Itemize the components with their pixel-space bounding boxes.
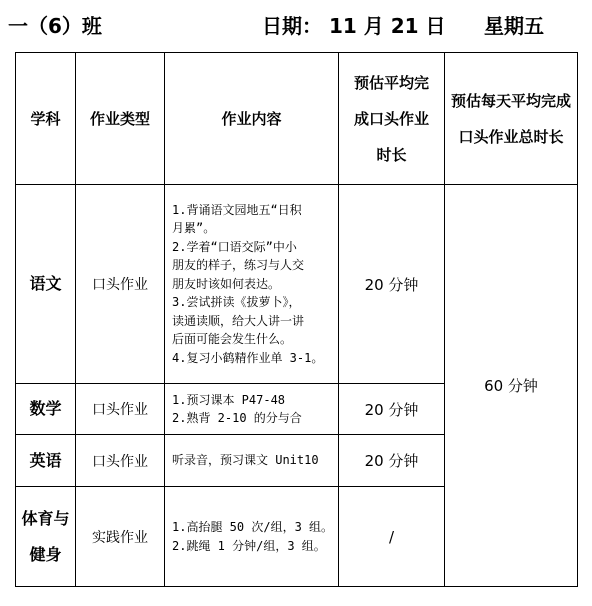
type-cell: 口头作业 xyxy=(76,384,165,435)
content-line: 听录音，预习课文 Unit10 xyxy=(172,453,319,468)
content-line: 月累”。 xyxy=(172,221,216,236)
content-cell xyxy=(165,487,339,587)
content-line: 2.熟背 2-10 的分与合 xyxy=(172,411,302,425)
content-cell xyxy=(165,384,339,435)
subject-cell: 数学 xyxy=(16,384,76,435)
duration-cell: / xyxy=(339,487,445,587)
header-daily-total-line-1: 预估每天平均完成 xyxy=(450,91,571,110)
content-line: 3.尝试拼读《拔萝卜》， xyxy=(172,295,301,310)
subject-line: 健身 xyxy=(29,544,62,564)
weekday-label: 星期五 xyxy=(484,14,544,38)
header-daily-total-line-2: 口头作业总时长 xyxy=(458,127,564,146)
type-cell: 口头作业 xyxy=(76,435,165,487)
subject-cell: 语文 xyxy=(16,185,76,384)
header-subject: 学科 xyxy=(16,53,76,185)
subject-line: 体育与 xyxy=(21,508,70,528)
content-line: 4.复习小鹤精作业单 3-1。 xyxy=(172,350,324,365)
content-cell xyxy=(165,435,339,487)
header-content: 作业内容 xyxy=(165,53,339,185)
daily-total-cell: 60 分钟 xyxy=(445,185,578,587)
content-cell xyxy=(165,185,339,384)
content-line: 朋友的样子，练习与人交 xyxy=(172,258,305,273)
content-line: 2.学着“口语交际”中小 xyxy=(172,239,297,254)
homework-table xyxy=(15,52,578,587)
page-header xyxy=(0,8,592,38)
duration-cell: 20 分钟 xyxy=(339,185,445,384)
type-cell: 实践作业 xyxy=(76,487,165,587)
header-avg-time-line-3: 时长 xyxy=(376,145,407,164)
content-line: 1.预习课本 P47-48 xyxy=(172,392,286,407)
subject-cell xyxy=(16,487,76,587)
header-avg-time-line-1: 预估平均完 xyxy=(353,73,429,92)
header-avg-time-line-2: 成口头作业 xyxy=(353,109,429,128)
content-line: 1.高抬腿 50 次/组，3 组。 xyxy=(172,520,334,534)
duration-cell: 20 分钟 xyxy=(339,384,445,435)
class-name: 一（6）班 xyxy=(8,14,102,38)
header-daily-total xyxy=(445,53,578,185)
content-line: 2.跳绳 1 分钟/组，3 组。 xyxy=(172,538,326,553)
content-line: 朋友时该如何表达。 xyxy=(172,276,281,291)
table-header-row xyxy=(16,53,578,185)
subject-cell: 英语 xyxy=(16,435,76,487)
content-line: 1.背诵语文园地五“日积 xyxy=(172,202,302,217)
content-line: 后面可能会发生什么。 xyxy=(172,332,293,347)
type-cell: 口头作业 xyxy=(76,185,165,384)
duration-cell: 20 分钟 xyxy=(339,435,445,487)
date-label: 日期： 11 月 21 日 xyxy=(262,14,446,38)
table-row xyxy=(16,185,578,384)
header-avg-time xyxy=(339,53,445,185)
header-type: 作业类型 xyxy=(76,53,165,185)
content-line: 读通读顺，给大人讲一讲 xyxy=(172,313,305,328)
